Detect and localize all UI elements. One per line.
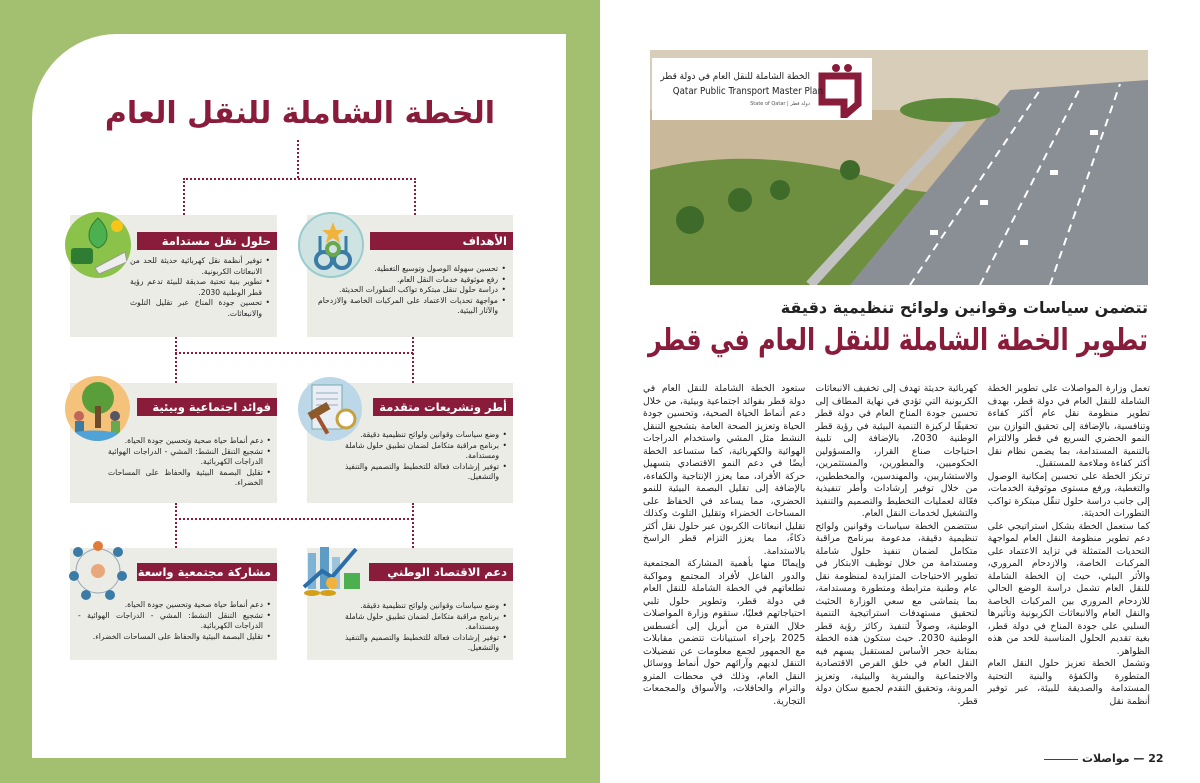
paragraph: ستعود الخطة الشاملة للنقل العام في دولة قطر بفوائد اجتماعية وبيئية، من خلال دعم أنماط الحياة الصحية، وتحسين جودة الحياة وتعزيز الصحة العامة بتشجيع التنقل النشط مثل المشي واستخدام الدراجات الهوائية والكهربائية، كما ستساعد الخطة أيضًا في دعم النمو الاقتصادي بتسهيل حركة الأفراد، مما يعزز الإنتاجية والكفاءة، بالإضافة إلى تقليل البصمة البيئية للنمو الحضري، مما يساعد في الحفاظ على المساحات الخضراء وتقليل التلوث وكذلك تقليل انبعاثات الكربون عبر حلول نقل أكثر ذكاءً، مما يعزز التزام قطر الراسخ بالاستدامة. xyxy=(643,383,806,557)
list-item: • توفير أنظمة نقل كهربائية حديثة للحد من الانبعاثات الكربونية. xyxy=(130,256,270,277)
connector xyxy=(175,337,177,383)
economy-growth-icon xyxy=(300,543,366,601)
list-item: • دراسة حلول تنقل مبتكرة تواكب التطورات الحديثة. xyxy=(318,285,506,296)
card-list xyxy=(130,256,270,320)
list-item: • تقليل البصمة البيئية والحفاظ على المساحات الخضراء. xyxy=(108,468,271,489)
logo-state-text: State of Qatar | دولة قطر xyxy=(750,101,810,107)
gavel-document-icon xyxy=(298,377,362,441)
connector xyxy=(183,178,416,180)
paragraph: كما ستعمل الخطة بشكل استراتيجي على دعم تطوير منظومة النقل العام لمواجهة التحديات المتمثلة في تزايد الاعتماد على المركبات الخاصة، والازدحام المروري، والأثر البيئي، حيث إن الخطة الشاملة للنقل العام تشمل دراسة الوضع الحالي للازدحام المروري بين المركبات الخاصة والنقل العام والانبعاثات الكربونية وتأثيرها السلبي على جودة المناخ في دولة قطر، بغية تقديم الحلول المناسبة للحد من هذه الظواهر. xyxy=(987,520,1150,657)
card-title: فوائد اجتماعية وبيئية xyxy=(137,398,277,416)
connector xyxy=(175,518,413,520)
list-item: • برنامج مراقبة متكامل لضمان تطبيق حلول شاملة ومستدامة. xyxy=(345,612,507,633)
logo-arabic-text: الخطة الشاملة للنقل العام في دولة قطر xyxy=(660,71,810,82)
list-item: • دعم أنماط حياة صحية وتحسين جودة الحياة. xyxy=(108,436,271,447)
connector xyxy=(183,178,185,215)
list-item: • وضع سياسات وقوانين ولوائح تنظيمية دقيقة. xyxy=(345,601,507,612)
list-item: • توفير إرشادات فعالة للتخطيط والتصميم والتنفيذ والتشغيل. xyxy=(345,633,507,654)
list-item: • وضع سياسات وقوانين ولوائح تنظيمية دقيقة. xyxy=(345,430,507,441)
list-item: • تحسين سهولة الوصول وتوسيع التغطية. xyxy=(318,264,506,275)
gears-target-icon xyxy=(298,212,364,278)
list-item: • تطوير بنية تحتية صديقة للبيئة تدعم رؤية قطر الوطنية 2030. xyxy=(130,277,270,298)
list-item: • مواجهة تحديات الاعتماد على المركبات الخاصة والازدحام والآثار البيئية. xyxy=(318,296,506,317)
paragraph: ترتكز الخطة على تحسين إمكانية الوصول والتغطية، ورفع مستوى موثوقية الخدمات، إلى جانب دراسة حلول تنقّل مبتكرة تواكب التطورات الحديثة. xyxy=(987,470,1150,519)
article-subtitle: تتضمن سياسات وقوانين ولوائح تنظيمية دقيقة xyxy=(780,298,1148,317)
list-item: • تحسين جودة المناخ عبر تقليل التلوث والانبعاثات. xyxy=(130,298,270,319)
article-headline: تطوير الخطة الشاملة للنقل العام في قطر xyxy=(647,323,1148,358)
paragraph: وإيمانًا منها بأهمية المشاركة المجتمعية والدور الفاعل لأفراد المجتمع ومواكبة تطلعاتهم في الخطة الشاملة للنقل العام في دولة قطر، وتطوير حلول تلبي احتياجاتهم فعليًا، ستقوم وزارة المواصلات خلال الفترة من أبريل إلى أغسطس 2025 بإجراء استبيانات تتضمن مقابلات مع الجمهور لجمع معلومات عن تفضيلات التنقل لديهم وآرائهم حول أنماط ووسائل النقل العام، وذلك في محطات المترو والترام والحافلات، والأسواق والمجمعات التجارية. xyxy=(643,558,806,707)
paragraph: تعمل وزارة المواصلات على تطوير الخطة الشاملة للنقل العام في دولة قطر، بهدف تطوير منظومة نقل عام أكثر كفاءة وتنافسية، بالإضافة إلى تحقيق التوازن بين النمو الحضري السريع في قطر والالتزام بالتنمية المستدامة، بما يضمن نظام نقل أكثر كفاءة وملاءمة للمستقبل. xyxy=(987,383,1150,469)
paragraph: وتشمل الخطة تعزيز حلول النقل العام المتطورة والكفؤة والبنية التحتية المستدامة والصديقة للبيئة، عبر توفير أنظمة نقل xyxy=(987,658,1150,707)
page-number: 22 xyxy=(1148,752,1164,765)
page-footer: 22 — مواصلات xyxy=(1040,752,1164,766)
connector xyxy=(412,503,414,548)
card-title: أطر وتشريعات متقدمة xyxy=(373,398,513,416)
paragraph: ستتضمن الخطة سياسات وقوانين ولوائح تنظيمية دقيقة، مدعومة ببرنامج مراقبة متكامل لضمان تنفيذ حلول شاملة ومستدامة من خلال توظيف الابتكار في تطوير الاحتياجات المتزايدة لمنظومة نقل عام وطنية مترابطة ومتطورة ومستدامة، بما يتماشى مع سعي الوزارة الحثيث لتحقيق مستهدفات استراتيجية التنمية الوطنية، وصولاً لتنفيذ ركائز رؤية قطر الوطنية 2030. حيث ستكون هذه الخطة بمثابة حجر الأساس لمستقبل يسهم فيه النقل العام في خلق الفرص الاقتصادية والاجتماعية والبشرية والبيئية، وتعزيز المرونة، وتحقيق التقدم لجميع سكان دولة قطر. xyxy=(815,520,978,707)
green-transport-icon xyxy=(65,212,131,278)
card-title: مشاركة مجتمعية واسعة xyxy=(137,563,277,581)
list-item: • دعم أنماط حياة صحية وتحسين جودة الحياة. xyxy=(78,600,271,611)
community-tree-icon xyxy=(65,376,130,441)
connector xyxy=(175,352,413,354)
list-item: • تقليل البصمة البيئية والحفاظ على المساحات الخضراء. xyxy=(78,632,271,643)
card-list xyxy=(78,600,271,642)
card-title: حلول نقل مستدامة xyxy=(137,232,277,250)
logo-english-text: Qatar Public Transport Master Plan xyxy=(672,86,823,97)
card-list xyxy=(345,430,507,483)
list-item: • رفع موثوقية خدمات النقل العام. xyxy=(318,275,506,286)
article-body xyxy=(643,383,1150,708)
divider xyxy=(1044,759,1078,760)
card-list xyxy=(108,436,271,489)
qptmp-logo xyxy=(652,58,872,120)
infographic-title: الخطة الشاملة للنقل العام xyxy=(104,96,496,131)
card-list xyxy=(345,601,507,654)
list-item: • تشجيع التنقل النشط: المشي - الدراجات الهوائية الدراجات الكهربائية. xyxy=(108,447,271,468)
connector xyxy=(414,178,416,215)
list-item: • توفير إرشادات فعالة للتخطيط والتصميم والتنفيذ والتشغيل. xyxy=(345,462,507,483)
connector xyxy=(175,503,177,548)
connector xyxy=(412,337,414,383)
card-title: الأهداف xyxy=(370,232,513,250)
list-item: • برنامج مراقبة متكامل لضمان تطبيق حلول شاملة ومستدامة. xyxy=(345,441,507,462)
card-title: دعم الاقتصاد الوطني xyxy=(369,563,513,581)
connector xyxy=(297,140,299,178)
paragraph: كهربائية حديثة تهدف إلى تخفيف الانبعاثات الكربونية التي تؤدي في نهاية المطاف إلى تحسين جودة المناخ العام في دولة قطر تحقيقًا لركيزة التنمية البيئية في رؤية قطر الوطنية 2030، بالإضافة إلى تلبية احتياجات صناع القرار، والمسؤولين الحكوميين، والمطورين، والمستثمرين، والاستشاريين، والمهندسين، والمخططين، من خلال توفير إرشادات وأطر تنفيذية فعّالة لعمليات التخطيط والتصميم والتنفيذ والتشغيل لخدمات النقل العام. xyxy=(815,383,978,519)
magazine-name: مواصلات xyxy=(1082,752,1130,765)
list-item: • تشجيع التنقل النشط: المشي - الدراجات الهوائية - الدراجات الكهربائية. xyxy=(78,611,271,632)
people-network-icon xyxy=(66,540,130,602)
